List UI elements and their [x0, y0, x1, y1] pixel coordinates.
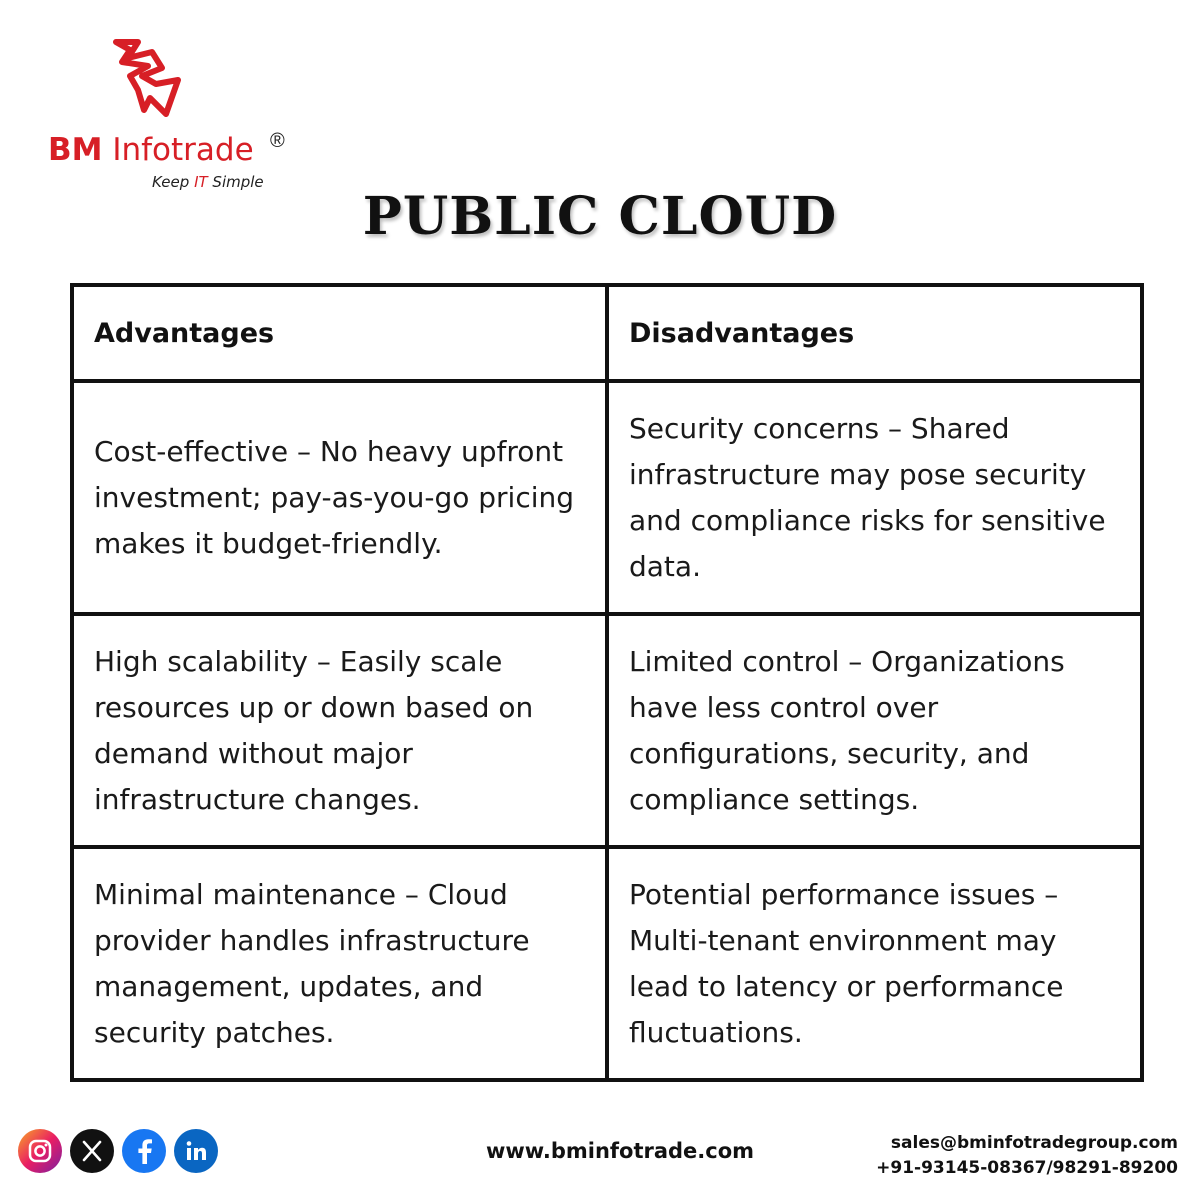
disadvantage-cell: Limited control – Organizations have less control over configurations, security, and compliance settings.	[607, 614, 1142, 847]
registered-mark: ®	[270, 130, 285, 152]
header-disadvantages: Disadvantages	[607, 285, 1142, 381]
table-row	[72, 847, 1142, 1080]
table-row	[72, 614, 1142, 847]
tagline-post: Simple	[207, 173, 264, 191]
instagram-icon[interactable]	[18, 1129, 62, 1173]
disadvantage-cell: Potential performance issues – Multi-tenant environment may lead to latency or performance fluctuations.	[607, 847, 1142, 1080]
website-link[interactable]: www.bminfotrade.com	[486, 1139, 755, 1163]
brand-name-rest: Infotrade	[112, 132, 254, 168]
brand-name-bold: BM	[48, 132, 103, 168]
table-header-row	[72, 285, 1142, 381]
tagline-pre: Keep	[152, 173, 195, 191]
email-link[interactable]: sales@bminfotradegroup.com	[890, 1133, 1178, 1153]
social-links	[18, 1129, 218, 1175]
linkedin-icon[interactable]	[174, 1129, 218, 1173]
page-title: PUBLIC CLOUD	[362, 186, 838, 247]
table-row	[72, 381, 1142, 614]
brand-name	[48, 132, 254, 168]
contact-info	[876, 1131, 1178, 1181]
bm-logo-mark-icon	[108, 36, 188, 126]
phone-numbers: +91-93145-08367/98291-89200	[876, 1158, 1178, 1178]
advantage-cell: Minimal maintenance – Cloud provider handles infrastructure management, updates, and security patches.	[72, 847, 607, 1080]
disadvantage-cell: Security concerns – Shared infrastructure may pose security and compliance risks for sensitive data.	[607, 381, 1142, 614]
comparison-table	[70, 283, 1144, 1082]
facebook-icon[interactable]	[122, 1129, 166, 1173]
x-icon[interactable]	[70, 1129, 114, 1173]
advantage-cell: High scalability – Easily scale resources up or down based on demand without major infrastructure changes.	[72, 614, 607, 847]
advantage-cell: Cost-effective – No heavy upfront investment; pay-as-you-go pricing makes it budget-friendly.	[72, 381, 607, 614]
tagline-accent: IT	[194, 173, 208, 191]
brand-logo	[48, 36, 308, 196]
header-advantages: Advantages	[72, 285, 607, 381]
